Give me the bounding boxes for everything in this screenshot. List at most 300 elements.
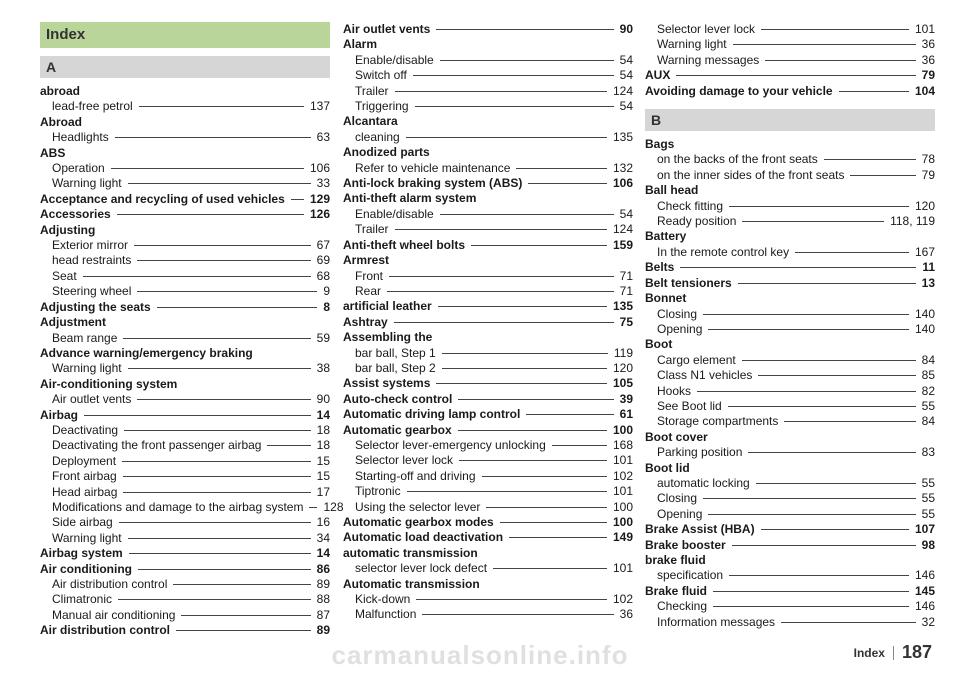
index-subentry bbox=[645, 615, 935, 630]
leader-line bbox=[839, 91, 909, 92]
leader-line bbox=[406, 137, 607, 138]
index-subentry bbox=[645, 214, 935, 229]
entry-label: Air conditioning bbox=[40, 561, 132, 576]
entry-label: Accessories bbox=[40, 207, 111, 222]
page-reference: 118, 119 bbox=[890, 214, 935, 229]
leader-line bbox=[509, 537, 607, 538]
index-subentry bbox=[40, 531, 330, 546]
index-subentry bbox=[645, 368, 935, 383]
entry-label: Adjusting bbox=[40, 222, 96, 237]
leader-line bbox=[459, 460, 607, 461]
page-reference: 101 bbox=[612, 484, 633, 499]
entry-label: Belt tensioners bbox=[645, 275, 732, 290]
index-subentry bbox=[40, 269, 330, 284]
page-reference: 119 bbox=[613, 345, 633, 360]
index-entry bbox=[645, 553, 935, 568]
leader-line bbox=[471, 245, 607, 246]
index-subentry bbox=[343, 284, 633, 299]
index-subentry bbox=[40, 469, 330, 484]
page-reference: 18 bbox=[316, 438, 330, 453]
page-reference: 69 bbox=[316, 253, 330, 268]
leader-line bbox=[781, 622, 916, 623]
entry-label: Assist systems bbox=[343, 376, 431, 391]
index-subentry bbox=[40, 423, 330, 438]
page-reference: 120 bbox=[612, 360, 633, 375]
index-subentry bbox=[40, 99, 330, 114]
page-reference: 106 bbox=[309, 161, 330, 176]
leader-line bbox=[708, 329, 909, 330]
entry-label: automatic transmission bbox=[343, 545, 478, 560]
page-reference: 100 bbox=[612, 499, 633, 514]
page-reference: 32 bbox=[921, 614, 935, 629]
entry-label: Headlights bbox=[52, 130, 109, 145]
index-subentry bbox=[645, 22, 935, 37]
index-entry bbox=[343, 37, 633, 52]
page-reference: 16 bbox=[316, 515, 330, 530]
page-reference: 87 bbox=[316, 607, 330, 622]
index-subentry bbox=[40, 454, 330, 469]
entry-label: Armrest bbox=[343, 253, 390, 268]
index-entry bbox=[343, 392, 633, 407]
entry-label: Rear bbox=[355, 283, 382, 298]
index-entry bbox=[40, 84, 330, 99]
page-reference: 79 bbox=[921, 167, 935, 182]
entry-label: Boot cover bbox=[645, 429, 708, 444]
index-entry bbox=[40, 546, 330, 561]
section-letter-b: B bbox=[645, 109, 935, 131]
leader-line bbox=[84, 415, 311, 416]
index-entry bbox=[40, 146, 330, 161]
entry-label: Exterior mirror bbox=[52, 238, 129, 253]
entry-label: on the inner sides of the front seats bbox=[657, 167, 845, 182]
entry-label: Seat bbox=[52, 268, 77, 283]
index-subentry bbox=[343, 207, 633, 222]
entry-label: Tiptronic bbox=[355, 484, 401, 499]
entry-label: Warning light bbox=[52, 530, 122, 545]
index-column-3 bbox=[645, 22, 935, 630]
entry-label: Modifications and damage to the airbag system bbox=[52, 499, 304, 514]
index-entry bbox=[343, 114, 633, 129]
index-subentry bbox=[40, 361, 330, 376]
index-entry bbox=[343, 176, 633, 191]
index-subentry bbox=[40, 592, 330, 607]
entry-label: Kick-down bbox=[355, 592, 411, 607]
leader-line bbox=[416, 599, 607, 600]
index-subentry bbox=[343, 222, 633, 237]
index-subentry bbox=[343, 453, 633, 468]
entry-label: Head airbag bbox=[52, 484, 118, 499]
index-subentry bbox=[343, 361, 633, 376]
page-reference: 38 bbox=[316, 361, 330, 376]
entry-label: Boot bbox=[645, 337, 673, 352]
entry-label: Enable/disable bbox=[355, 206, 434, 221]
leader-line bbox=[128, 368, 311, 369]
entry-label: Opening bbox=[657, 506, 703, 521]
page-reference: 126 bbox=[309, 207, 330, 222]
entry-label: Front bbox=[355, 268, 384, 283]
entry-label: Operation bbox=[52, 161, 105, 176]
index-entry bbox=[40, 562, 330, 577]
entry-label: on the backs of the front seats bbox=[657, 152, 818, 167]
index-subentry bbox=[343, 438, 633, 453]
leader-line bbox=[442, 368, 607, 369]
page-reference: 102 bbox=[612, 468, 633, 483]
page-reference: 11 bbox=[922, 260, 935, 275]
index-subentry bbox=[40, 130, 330, 145]
leader-line bbox=[181, 615, 310, 616]
index-entry bbox=[40, 192, 330, 207]
page-reference: 145 bbox=[914, 583, 935, 598]
page-reference: 107 bbox=[914, 522, 935, 537]
page-reference: 33 bbox=[316, 176, 330, 191]
leader-line bbox=[124, 430, 311, 431]
index-entry bbox=[343, 407, 633, 422]
leader-line bbox=[176, 630, 311, 631]
page-reference: 104 bbox=[914, 83, 935, 98]
index-entry bbox=[343, 253, 633, 268]
entry-label: Manual air conditioning bbox=[52, 607, 176, 622]
index-subentry bbox=[40, 284, 330, 299]
index-subentry bbox=[343, 53, 633, 68]
index-subentry bbox=[645, 168, 935, 183]
leader-line bbox=[486, 507, 607, 508]
footer-section-label: Index bbox=[854, 646, 894, 660]
leader-line bbox=[440, 214, 614, 215]
entry-label: Alarm bbox=[343, 37, 378, 52]
entry-label: selector lever lock defect bbox=[355, 561, 488, 576]
index-subentry bbox=[645, 152, 935, 167]
entry-label: Steering wheel bbox=[52, 284, 132, 299]
leader-line bbox=[123, 492, 310, 493]
page-reference: 36 bbox=[921, 52, 935, 67]
leader-line bbox=[742, 221, 884, 222]
entry-label: Brake fluid bbox=[645, 583, 708, 598]
index-entry bbox=[645, 84, 935, 99]
leader-line bbox=[267, 445, 310, 446]
page-reference: 55 bbox=[921, 475, 935, 490]
watermark: carmanualsonline.info bbox=[331, 640, 629, 670]
entry-label: Bags bbox=[645, 137, 675, 152]
page-reference: 83 bbox=[921, 445, 935, 460]
index-subentry bbox=[645, 353, 935, 368]
page-reference: 128 bbox=[323, 499, 344, 514]
index-entry bbox=[645, 522, 935, 537]
entry-label: Selector lever lock bbox=[355, 453, 454, 468]
entry-label: bar ball, Step 1 bbox=[355, 345, 436, 360]
leader-line bbox=[516, 168, 607, 169]
leader-line bbox=[118, 599, 311, 600]
entry-label: Anti-lock braking system (ABS) bbox=[343, 176, 523, 191]
page-reference: 132 bbox=[612, 160, 633, 175]
leader-line bbox=[137, 399, 310, 400]
page-reference: 15 bbox=[316, 453, 330, 468]
page-reference: 55 bbox=[921, 398, 935, 413]
leader-line bbox=[729, 575, 909, 576]
page-reference: 55 bbox=[921, 506, 935, 521]
entry-label: Warning light bbox=[657, 37, 727, 52]
entry-label: Ready position bbox=[657, 214, 737, 229]
entry-label: Using the selector lever bbox=[355, 499, 481, 514]
leader-line bbox=[128, 183, 311, 184]
leader-line bbox=[387, 291, 614, 292]
leader-line bbox=[528, 183, 607, 184]
index-subentry bbox=[40, 331, 330, 346]
entry-label: Assembling the bbox=[343, 330, 433, 345]
index-column-2 bbox=[343, 22, 633, 623]
leader-line bbox=[482, 476, 607, 477]
leader-line bbox=[111, 168, 304, 169]
page-reference: 14 bbox=[316, 407, 330, 422]
entry-label: Climatronic bbox=[52, 592, 113, 607]
page-reference: 34 bbox=[316, 530, 330, 545]
entry-label: Parking position bbox=[657, 445, 743, 460]
entry-label: Warning light bbox=[52, 361, 122, 376]
index-entry bbox=[645, 260, 935, 275]
index-entry bbox=[343, 577, 633, 592]
index-subentry bbox=[40, 438, 330, 453]
index-entry bbox=[343, 546, 633, 561]
index-subentry bbox=[40, 577, 330, 592]
leader-line bbox=[824, 159, 916, 160]
entry-label: Automatic gearbox bbox=[343, 422, 452, 437]
entry-label: Anodized parts bbox=[343, 145, 430, 160]
page-reference: 105 bbox=[612, 376, 633, 391]
leader-line bbox=[713, 606, 909, 607]
index-subentry bbox=[645, 414, 935, 429]
entry-label: Storage compartments bbox=[657, 414, 779, 429]
index-entry bbox=[645, 183, 935, 198]
leader-line bbox=[436, 383, 607, 384]
entry-label: Brake booster bbox=[645, 537, 726, 552]
entry-label: cleaning bbox=[355, 129, 400, 144]
index-subentry bbox=[343, 592, 633, 607]
leader-line bbox=[440, 60, 614, 61]
index-entry bbox=[645, 538, 935, 553]
index-subentry bbox=[343, 269, 633, 284]
page-reference: 86 bbox=[316, 561, 330, 576]
page-reference: 90 bbox=[619, 22, 633, 36]
entry-label: Automatic transmission bbox=[343, 576, 480, 591]
page-reference: 54 bbox=[619, 99, 633, 114]
page-reference: 146 bbox=[914, 599, 935, 614]
page-reference: 101 bbox=[914, 22, 935, 36]
index-entry bbox=[645, 276, 935, 291]
index-entry bbox=[40, 346, 330, 361]
leader-line bbox=[389, 276, 614, 277]
page-reference: 61 bbox=[619, 407, 633, 422]
index-subentry bbox=[40, 238, 330, 253]
entry-label: Battery bbox=[645, 229, 687, 244]
index-entry bbox=[343, 299, 633, 314]
leader-line bbox=[500, 522, 607, 523]
page-reference: 100 bbox=[612, 515, 633, 529]
page-reference: 149 bbox=[612, 530, 633, 545]
index-entry bbox=[40, 300, 330, 315]
leader-line bbox=[438, 306, 607, 307]
leader-line bbox=[552, 445, 607, 446]
index-subentry bbox=[645, 322, 935, 337]
entry-label: Cargo element bbox=[657, 352, 736, 367]
entry-label: Abroad bbox=[40, 114, 82, 129]
entry-label: Anti-theft alarm system bbox=[343, 191, 477, 206]
leader-line bbox=[748, 452, 915, 453]
entry-label: bar ball, Step 2 bbox=[355, 360, 436, 375]
entry-label: Trailer bbox=[355, 83, 389, 98]
entry-label: Selector lever lock bbox=[657, 22, 756, 36]
entry-label: Air distribution control bbox=[40, 623, 170, 638]
leader-line bbox=[442, 353, 608, 354]
page-reference: 9 bbox=[323, 284, 330, 299]
index-entry bbox=[645, 229, 935, 244]
page-reference: 18 bbox=[316, 422, 330, 437]
entry-label: head restraints bbox=[52, 253, 132, 268]
entry-label: Starting-off and driving bbox=[355, 468, 476, 483]
entry-label: Checking bbox=[657, 599, 708, 614]
index-subentry bbox=[343, 99, 633, 114]
index-subentry bbox=[645, 199, 935, 214]
leader-line bbox=[729, 206, 909, 207]
entry-label: Alcantara bbox=[343, 114, 398, 129]
entry-label: Enable/disable bbox=[355, 52, 434, 67]
page-reference: 8 bbox=[323, 299, 330, 314]
leader-line bbox=[309, 507, 317, 508]
page-number: 187 bbox=[901, 642, 932, 662]
index-entry bbox=[645, 430, 935, 445]
index-entry bbox=[343, 145, 633, 160]
index-subentry bbox=[343, 84, 633, 99]
page-reference: 68 bbox=[316, 268, 330, 283]
index-entry bbox=[343, 515, 633, 530]
index-entry bbox=[645, 137, 935, 152]
index-subentry bbox=[343, 469, 633, 484]
leader-line bbox=[738, 283, 916, 284]
page-reference: 90 bbox=[316, 392, 330, 407]
page-reference: 54 bbox=[619, 52, 633, 67]
page-reference: 100 bbox=[612, 422, 633, 437]
page-reference: 82 bbox=[921, 383, 935, 398]
page-reference: 102 bbox=[612, 592, 633, 607]
page-reference: 63 bbox=[316, 130, 330, 145]
leader-line bbox=[422, 614, 613, 615]
index-entry bbox=[343, 330, 633, 345]
leader-line bbox=[415, 106, 614, 107]
page-reference: 146 bbox=[914, 568, 935, 583]
leader-line bbox=[676, 75, 915, 76]
entry-label: Hooks bbox=[657, 383, 692, 398]
leader-line bbox=[394, 322, 614, 323]
index-entry bbox=[343, 238, 633, 253]
entry-label: Avoiding damage to your vehicle bbox=[645, 83, 833, 98]
page-reference: 84 bbox=[921, 352, 935, 367]
leader-line bbox=[756, 483, 916, 484]
page-reference: 55 bbox=[921, 491, 935, 506]
entry-label: abroad bbox=[40, 84, 81, 98]
entry-label: ABS bbox=[40, 145, 66, 160]
page-reference: 135 bbox=[612, 299, 633, 314]
leader-line bbox=[134, 245, 311, 246]
page-reference: 135 bbox=[612, 129, 633, 144]
index-subentry bbox=[343, 561, 633, 576]
leader-line bbox=[493, 568, 607, 569]
page-reference: 168 bbox=[612, 437, 633, 452]
index-subentry bbox=[343, 68, 633, 83]
entry-label: Air outlet vents bbox=[343, 22, 431, 36]
index-subentry bbox=[343, 484, 633, 499]
entry-label: Automatic gearbox modes bbox=[343, 515, 494, 529]
page-reference: 120 bbox=[914, 198, 935, 213]
entry-label: Opening bbox=[657, 321, 703, 336]
index-entry bbox=[40, 315, 330, 330]
page-reference: 137 bbox=[309, 99, 330, 114]
index-subentry bbox=[645, 568, 935, 583]
leader-line bbox=[137, 260, 310, 261]
leader-line bbox=[526, 414, 613, 415]
entry-label: Air distribution control bbox=[52, 577, 168, 591]
index-subentry bbox=[343, 346, 633, 361]
entry-label: Air outlet vents bbox=[52, 392, 132, 407]
entry-label: Class N1 vehicles bbox=[657, 368, 753, 383]
entry-label: Information messages bbox=[657, 614, 776, 629]
page-reference: 14 bbox=[316, 546, 330, 561]
leader-line bbox=[758, 375, 915, 376]
index-entry bbox=[645, 337, 935, 352]
leader-line bbox=[458, 399, 613, 400]
page-reference: 159 bbox=[612, 237, 633, 252]
index-entry bbox=[343, 423, 633, 438]
index-subentry bbox=[343, 500, 633, 515]
entry-label: Warning messages bbox=[657, 52, 760, 67]
leader-line bbox=[680, 267, 916, 268]
index-entry bbox=[343, 315, 633, 330]
leader-line bbox=[413, 75, 614, 76]
page-reference: 54 bbox=[619, 206, 633, 221]
leader-line bbox=[407, 491, 607, 492]
page-reference: 106 bbox=[612, 176, 633, 191]
index-subentry bbox=[40, 608, 330, 623]
entry-label: Airbag bbox=[40, 407, 79, 422]
entry-label: Switch off bbox=[355, 68, 407, 83]
entry-label: brake fluid bbox=[645, 553, 706, 567]
entry-label: Warning light bbox=[52, 176, 122, 191]
entry-label: Adjustment bbox=[40, 315, 106, 330]
leader-line bbox=[129, 553, 311, 554]
index-entry bbox=[645, 68, 935, 83]
leader-line bbox=[138, 569, 311, 570]
entry-label: Airbag system bbox=[40, 546, 123, 561]
leader-line bbox=[795, 252, 909, 253]
entry-label: See Boot lid bbox=[657, 398, 722, 413]
entry-label: Advance warning/emergency braking bbox=[40, 345, 253, 360]
index-subentry bbox=[645, 399, 935, 414]
entry-label: Closing bbox=[657, 306, 698, 321]
entry-label: Bonnet bbox=[645, 291, 687, 306]
index-entry bbox=[645, 584, 935, 599]
page-reference: 101 bbox=[612, 453, 633, 468]
page-reference: 36 bbox=[619, 607, 633, 622]
leader-line bbox=[703, 498, 916, 499]
entry-label: Malfunction bbox=[355, 607, 417, 622]
entry-label: Automatic driving lamp control bbox=[343, 407, 521, 422]
index-entry bbox=[40, 115, 330, 130]
entry-label: In the remote control key bbox=[657, 244, 790, 259]
index-entry bbox=[343, 191, 633, 206]
index-subentry bbox=[40, 515, 330, 530]
leader-line bbox=[395, 91, 607, 92]
index-entry bbox=[40, 223, 330, 238]
page-reference: 101 bbox=[612, 561, 633, 576]
entry-label: lead-free petrol bbox=[52, 99, 133, 114]
index-subentry bbox=[645, 307, 935, 322]
